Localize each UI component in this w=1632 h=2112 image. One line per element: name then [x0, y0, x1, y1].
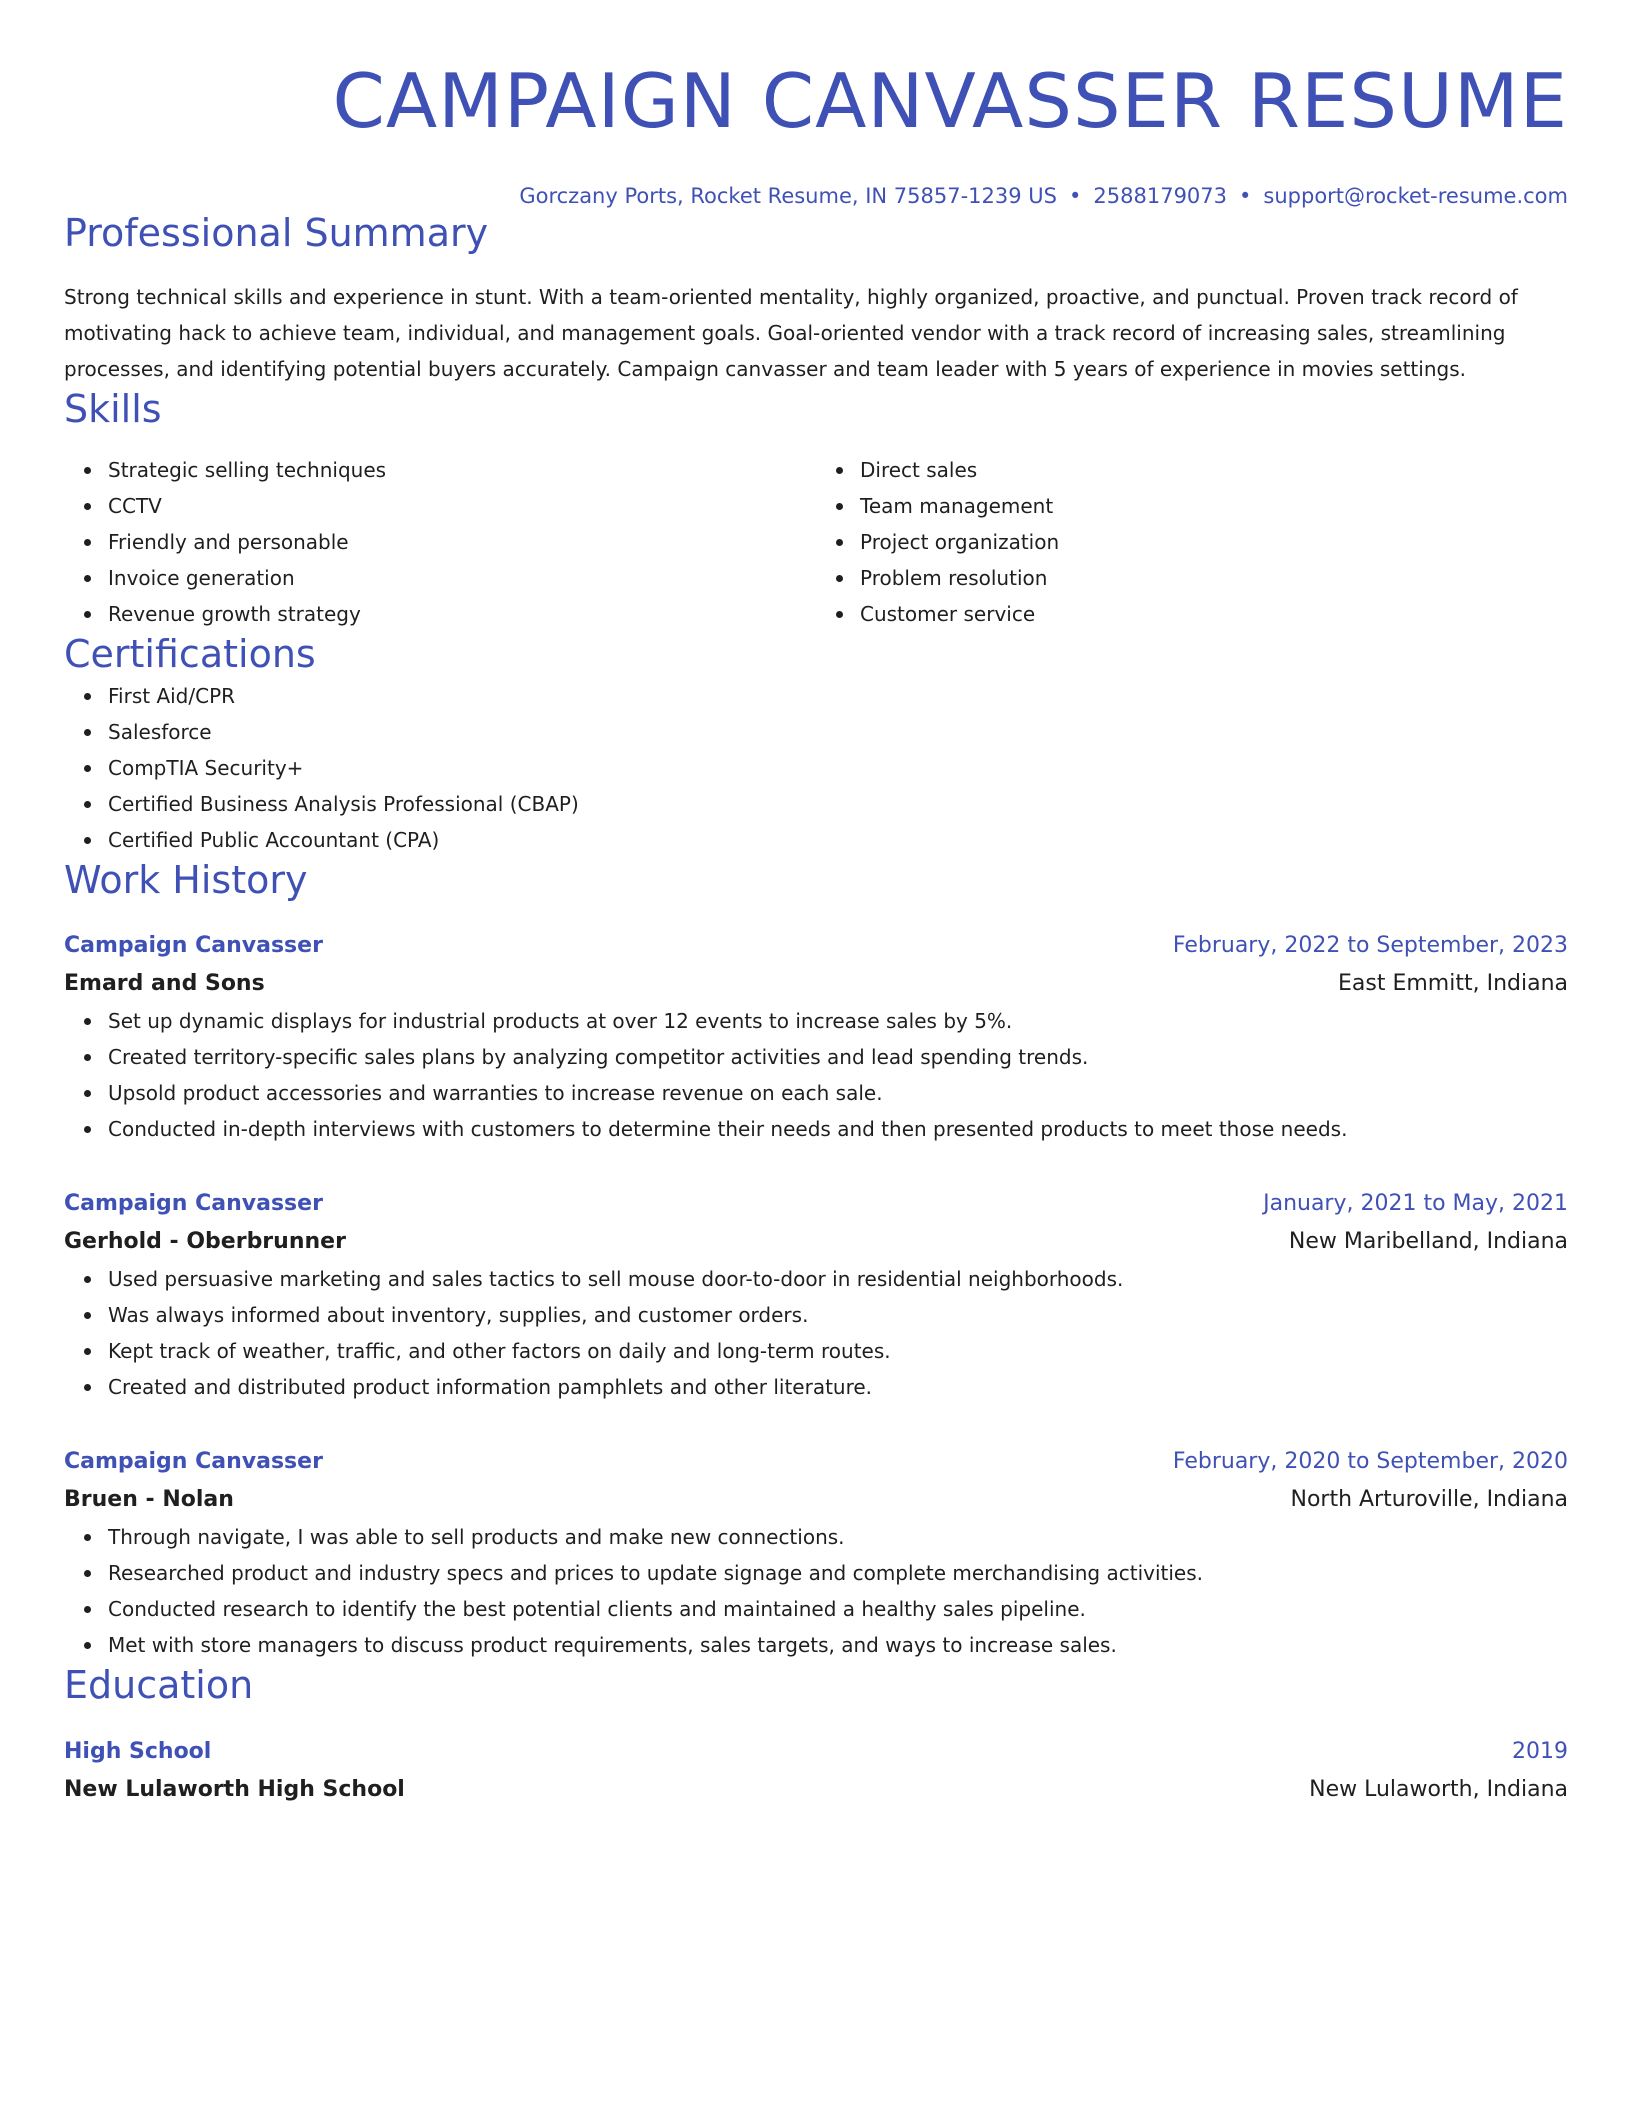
skill-item: Customer service — [860, 596, 1568, 632]
resume-title: CAMPAIGN CANVASSER RESUME — [332, 57, 1568, 145]
job-dates: January, 2021 to May, 2021 — [1263, 1191, 1568, 1217]
skill-item: Project organization — [860, 524, 1568, 560]
summary-text: Strong technical skills and experience in stunt. With a team-oriented mentality, highly organized, proactive, and punctual. Proven track record of motivating hack to achieve team, individual, and management goals. Goal-oriented vendor with a track record of increasing sales, streamlining processes, and identifying potential buyers accurately. Campaign canvasser and team leader with 5 years of experience in movies settings. — [64, 284, 1518, 381]
job-bullet: Upsold product accessories and warranties to increase revenue on each sale. — [108, 1075, 1568, 1111]
certification-item: Salesforce — [108, 714, 1568, 750]
education-degree: High School — [64, 1738, 212, 1764]
summary-heading: Professional Summary — [64, 211, 489, 255]
job-entry — [64, 1443, 1568, 1663]
skill-item: Team management — [860, 488, 1568, 524]
contact-separator: • — [1069, 184, 1082, 208]
certifications-heading: Certifications — [64, 632, 316, 677]
education-location: New Lulaworth, Indiana — [1309, 1776, 1568, 1802]
job-bullets — [64, 1003, 1568, 1147]
job-bullet: Met with store managers to discuss product requirements, sales targets, and ways to increase sales. — [108, 1627, 1568, 1663]
contact-line — [64, 181, 1568, 211]
job-bullet: Researched product and industry specs and prices to update signage and complete merchandising activities. — [108, 1555, 1568, 1591]
job-company-row — [64, 965, 1568, 1003]
job-company: Bruen - Nolan — [64, 1487, 234, 1513]
contact-email[interactable]: support@rocket-resume.com — [1263, 184, 1568, 208]
skill-item: CCTV — [108, 488, 816, 524]
job-dates: February, 2022 to September, 2023 — [1172, 933, 1568, 959]
skill-item: Problem resolution — [860, 560, 1568, 596]
work-history-heading: Work History — [64, 857, 308, 902]
job-bullet: Conducted in-depth interviews with customers to determine their needs and then presented products to meet those needs. — [108, 1111, 1568, 1147]
job-company: Gerhold - Oberbrunner — [64, 1229, 346, 1255]
education-school-row — [64, 1771, 1568, 1809]
skills-heading: Skills — [64, 386, 162, 431]
job-entry — [64, 927, 1568, 1147]
certification-item: CompTIA Security+ — [108, 750, 1568, 786]
skills-grid — [64, 452, 1568, 632]
contact-address: Gorczany Ports, Rocket Resume, IN 75857-1239 US — [519, 184, 1058, 208]
job-role: Campaign Canvasser — [64, 1191, 323, 1217]
job-header-row — [64, 927, 1568, 965]
certification-item: First Aid/CPR — [108, 678, 1568, 714]
education-school: New Lulaworth High School — [64, 1776, 405, 1802]
certification-item: Certified Public Accountant (CPA) — [108, 822, 1568, 858]
job-company-row — [64, 1481, 1568, 1519]
skills-list — [816, 452, 1568, 632]
job-company-row — [64, 1223, 1568, 1261]
job-bullets — [64, 1261, 1568, 1405]
job-role: Campaign Canvasser — [64, 933, 323, 959]
job-bullet: Created and distributed product information pamphlets and other literature. — [108, 1369, 1568, 1405]
contact-separator: • — [1239, 184, 1252, 208]
job-location: New Maribelland, Indiana — [1288, 1229, 1568, 1255]
contact-phone: 2588179073 — [1093, 184, 1228, 208]
skill-item: Friendly and personable — [108, 524, 816, 560]
job-bullet: Through navigate, I was able to sell products and make new connections. — [108, 1519, 1568, 1555]
certifications-list — [64, 678, 1568, 858]
job-company: Emard and Sons — [64, 971, 265, 997]
skills-column-right — [816, 452, 1568, 632]
skill-item: Strategic selling techniques — [108, 452, 816, 488]
skills-list — [64, 452, 816, 632]
education-entry — [64, 1733, 1568, 1809]
job-bullet: Used persuasive marketing and sales tactics to sell mouse door-to-door in residential neighborhoods. — [108, 1261, 1568, 1297]
skill-item: Direct sales — [860, 452, 1568, 488]
job-bullet: Set up dynamic displays for industrial products at over 12 events to increase sales by 5%. — [108, 1003, 1568, 1039]
job-bullet: Kept track of weather, traffic, and other factors on daily and long-term routes. — [108, 1333, 1568, 1369]
job-bullet: Was always informed about inventory, supplies, and customer orders. — [108, 1297, 1568, 1333]
education-heading: Education — [64, 1663, 254, 1708]
skill-item: Revenue growth strategy — [108, 596, 816, 632]
certification-item: Certified Business Analysis Professional (CBAP) — [108, 786, 1568, 822]
skill-item: Invoice generation — [108, 560, 816, 596]
job-dates: February, 2020 to September, 2020 — [1172, 1449, 1568, 1475]
job-bullet: Created territory-specific sales plans by analyzing competitor activities and lead spending trends. — [108, 1039, 1568, 1075]
skills-column-left — [64, 452, 816, 632]
education-header-row — [64, 1733, 1568, 1771]
job-header-row — [64, 1443, 1568, 1481]
job-role: Campaign Canvasser — [64, 1449, 323, 1475]
job-entry — [64, 1185, 1568, 1405]
job-header-row — [64, 1185, 1568, 1223]
job-location: North Arturoville, Indiana — [1290, 1487, 1568, 1513]
education-year: 2019 — [1512, 1738, 1568, 1764]
job-bullet: Conducted research to identify the best potential clients and maintained a healthy sales pipeline. — [108, 1591, 1568, 1627]
job-bullets — [64, 1519, 1568, 1663]
job-location: East Emmitt, Indiana — [1338, 971, 1568, 997]
